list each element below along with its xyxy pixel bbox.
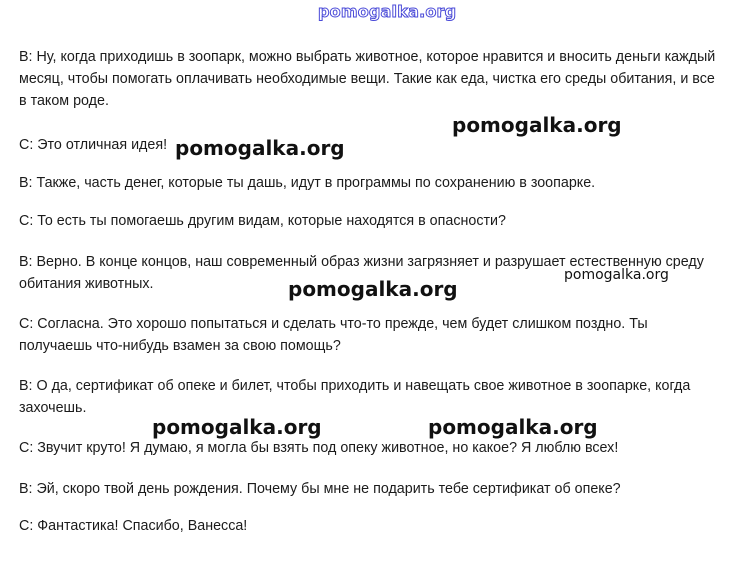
dialogue-line: В: Верно. В конце концов, наш современный образ жизни загрязняет и разрушает естественную среду обитания животных. — [19, 254, 704, 292]
dialogue-line: С: Согласна. Это хорошо попытаться и сделать что-то прежде, чем будет слишком поздно. Ты получаешь что-нибудь взамен за свою помощь? — [19, 316, 648, 354]
dialogue-line: В: О да, сертификат об опеке и билет, чтобы приходить и навещать свое животное в зоопарке, когда захочешь. — [19, 378, 691, 416]
dialogue-line: В: Эй, скоро твой день рождения. Почему бы мне не подарить тебе сертификат об опеке? — [19, 481, 621, 497]
watermark: pomogalka.org — [452, 113, 622, 137]
site-logo[interactable]: pomogalka.org — [318, 2, 457, 21]
watermark: pomogalka.org — [288, 277, 458, 301]
watermark: pomogalka.org — [428, 415, 598, 439]
watermark: pomogalka.org — [564, 267, 669, 283]
dialogue-line: В: Также, часть денег, которые ты дашь, идут в программы по сохранению в зоопарке. — [19, 175, 596, 191]
watermark: pomogalka.org — [152, 415, 322, 439]
dialogue-line: С: Это отличная идея! — [19, 137, 168, 153]
dialogue-line: С: То есть ты помогаешь другим видам, которые находятся в опасности? — [19, 213, 506, 229]
dialogue-line: С: Фантастика! Спасибо, Ванесса! — [19, 518, 248, 534]
watermark: pomogalka.org — [175, 136, 345, 160]
dialogue-line: В: Ну, когда приходишь в зоопарк, можно выбрать животное, которое нравится и вносить деньги каждый месяц, чтобы помогать оплачивать необходимые вещи. Такие как еда, чистка его среды обитания, и все в таком роде. — [19, 49, 716, 109]
dialogue-line: С: Звучит круто! Я думаю, я могла бы взять под опеку животное, но какое? Я люблю всех! — [19, 440, 619, 456]
